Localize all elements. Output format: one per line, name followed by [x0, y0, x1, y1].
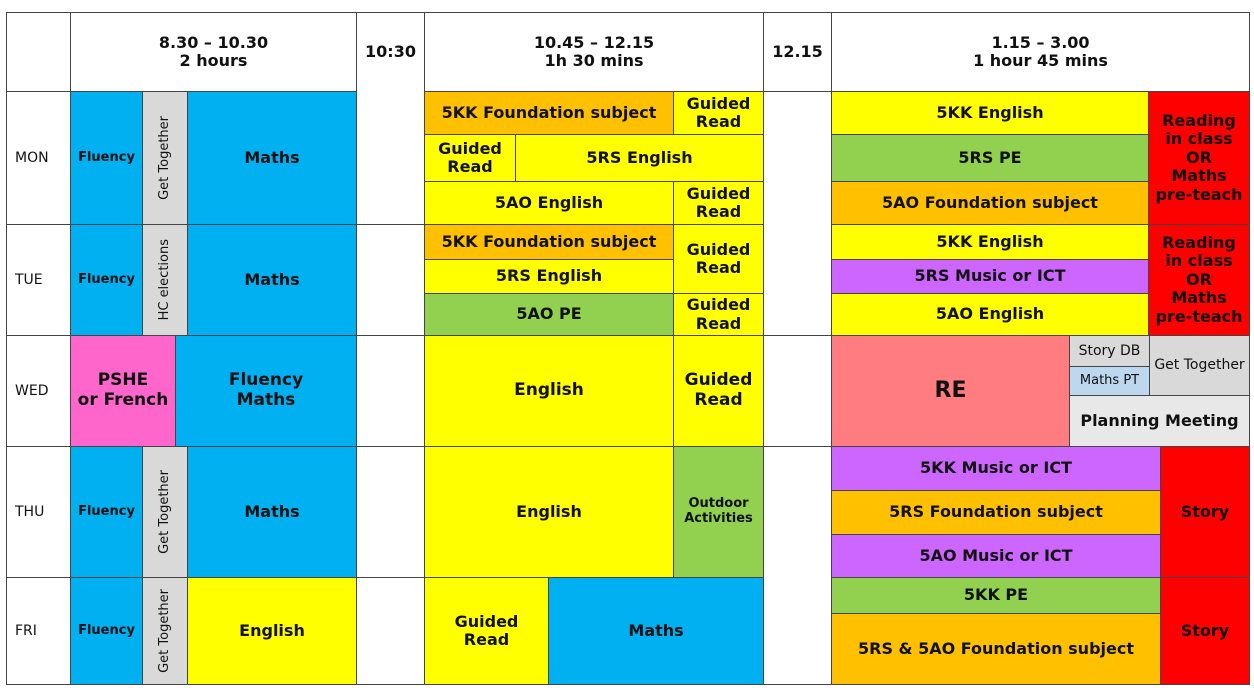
mon-get-together-label: Get Together — [156, 116, 172, 200]
tue-rs-english: 5RS English — [424, 259, 674, 294]
thu-maths: Maths — [187, 446, 357, 578]
thu-ao-music: 5AO Music or ICT — [831, 534, 1161, 578]
wed-story-db: Story DB — [1069, 335, 1150, 367]
fri-english: English — [187, 577, 357, 685]
fri-get-together-label: Get Together — [156, 589, 172, 673]
tue-ao-english: 5AO English — [831, 293, 1149, 336]
tue-guided-read-2: Guided Read — [673, 293, 764, 336]
thu-kk-music: 5KK Music or ICT — [831, 446, 1161, 491]
mon-rs-pe: 5RS PE — [831, 134, 1149, 182]
break-divider-tue — [356, 335, 425, 336]
day-fri: FRI — [6, 577, 71, 685]
mon-guided-read-2: Guided Read — [424, 134, 516, 182]
lunch-column-thu — [763, 446, 832, 685]
wed-pshe: PSHE or French — [70, 335, 176, 447]
break-column — [356, 91, 425, 685]
thu-get-together — [142, 446, 188, 578]
header-slot2: 10.45 – 12.15 1h 30 mins — [424, 12, 764, 92]
mon-guided-read-3: Guided Read — [673, 181, 764, 225]
header-slot1: 8.30 – 10.30 2 hours — [70, 12, 357, 92]
header-slot3: 1.15 – 3.00 1 hour 45 mins — [831, 12, 1250, 92]
mon-kk-english: 5KK English — [831, 91, 1149, 135]
wed-english: English — [424, 335, 674, 447]
tue-fluency: Fluency — [70, 224, 143, 336]
day-wed: WED — [6, 335, 71, 447]
tue-kk-english: 5KK English — [831, 224, 1149, 260]
mon-ao-english: 5AO English — [424, 181, 674, 225]
mon-kk-foundation: 5KK Foundation subject — [424, 91, 674, 135]
mon-reading: Reading in class OR Maths pre-teach — [1148, 91, 1250, 225]
header-break: 10:30 — [356, 12, 425, 92]
mon-guided-read-1: Guided Read — [673, 91, 764, 135]
fri-guided-read: Guided Read — [424, 577, 549, 685]
tue-hc-elections-label: HC elections — [156, 239, 172, 321]
thu-fluency: Fluency — [70, 446, 143, 578]
mon-rs-english: 5RS English — [515, 134, 764, 182]
break-divider-mon — [356, 224, 425, 225]
thu-get-together-label: Get Together — [156, 470, 172, 554]
tue-hc-elections — [142, 224, 188, 336]
day-mon: MON — [6, 91, 71, 225]
mon-maths: Maths — [187, 91, 357, 225]
mon-ao-foundation: 5AO Foundation subject — [831, 181, 1149, 225]
thu-rs-foundation: 5RS Foundation subject — [831, 490, 1161, 535]
corner-cell — [6, 12, 71, 92]
lunch-column-mon — [763, 91, 832, 336]
thu-english: English — [424, 446, 674, 578]
mon-fluency: Fluency — [70, 91, 143, 225]
fri-kk-pe: 5KK PE — [831, 577, 1161, 614]
header-lunch: 12.15 — [763, 12, 832, 92]
fri-fluency: Fluency — [70, 577, 143, 685]
wed-fluency-maths: Fluency Maths — [175, 335, 357, 447]
wed-planning-meeting: Planning Meeting — [1069, 395, 1250, 447]
fri-get-together — [142, 577, 188, 685]
day-thu: THU — [6, 446, 71, 578]
thu-outdoor: Outdoor Activities — [673, 446, 764, 578]
wed-re: RE — [831, 335, 1070, 447]
fri-foundation: 5RS & 5AO Foundation subject — [831, 613, 1161, 685]
thu-story: Story — [1160, 446, 1250, 578]
tue-rs-music: 5RS Music or ICT — [831, 259, 1149, 294]
wed-get-together: Get Together — [1149, 335, 1250, 396]
wed-maths-pt: Maths PT — [1069, 366, 1150, 396]
tue-maths: Maths — [187, 224, 357, 336]
fri-story: Story — [1160, 577, 1250, 685]
wed-guided-read: Guided Read — [673, 335, 764, 447]
fri-maths: Maths — [548, 577, 764, 685]
mon-get-together — [142, 91, 188, 225]
tue-reading: Reading in class OR Maths pre-teach — [1148, 224, 1250, 336]
break-divider-wed — [356, 446, 425, 447]
lunch-column-wed — [763, 335, 832, 447]
tue-ao-pe: 5AO PE — [424, 293, 674, 336]
day-tue: TUE — [6, 224, 71, 336]
break-divider-thu — [356, 577, 425, 578]
tue-guided-read-1: Guided Read — [673, 224, 764, 294]
tue-kk-foundation: 5KK Foundation subject — [424, 224, 674, 260]
